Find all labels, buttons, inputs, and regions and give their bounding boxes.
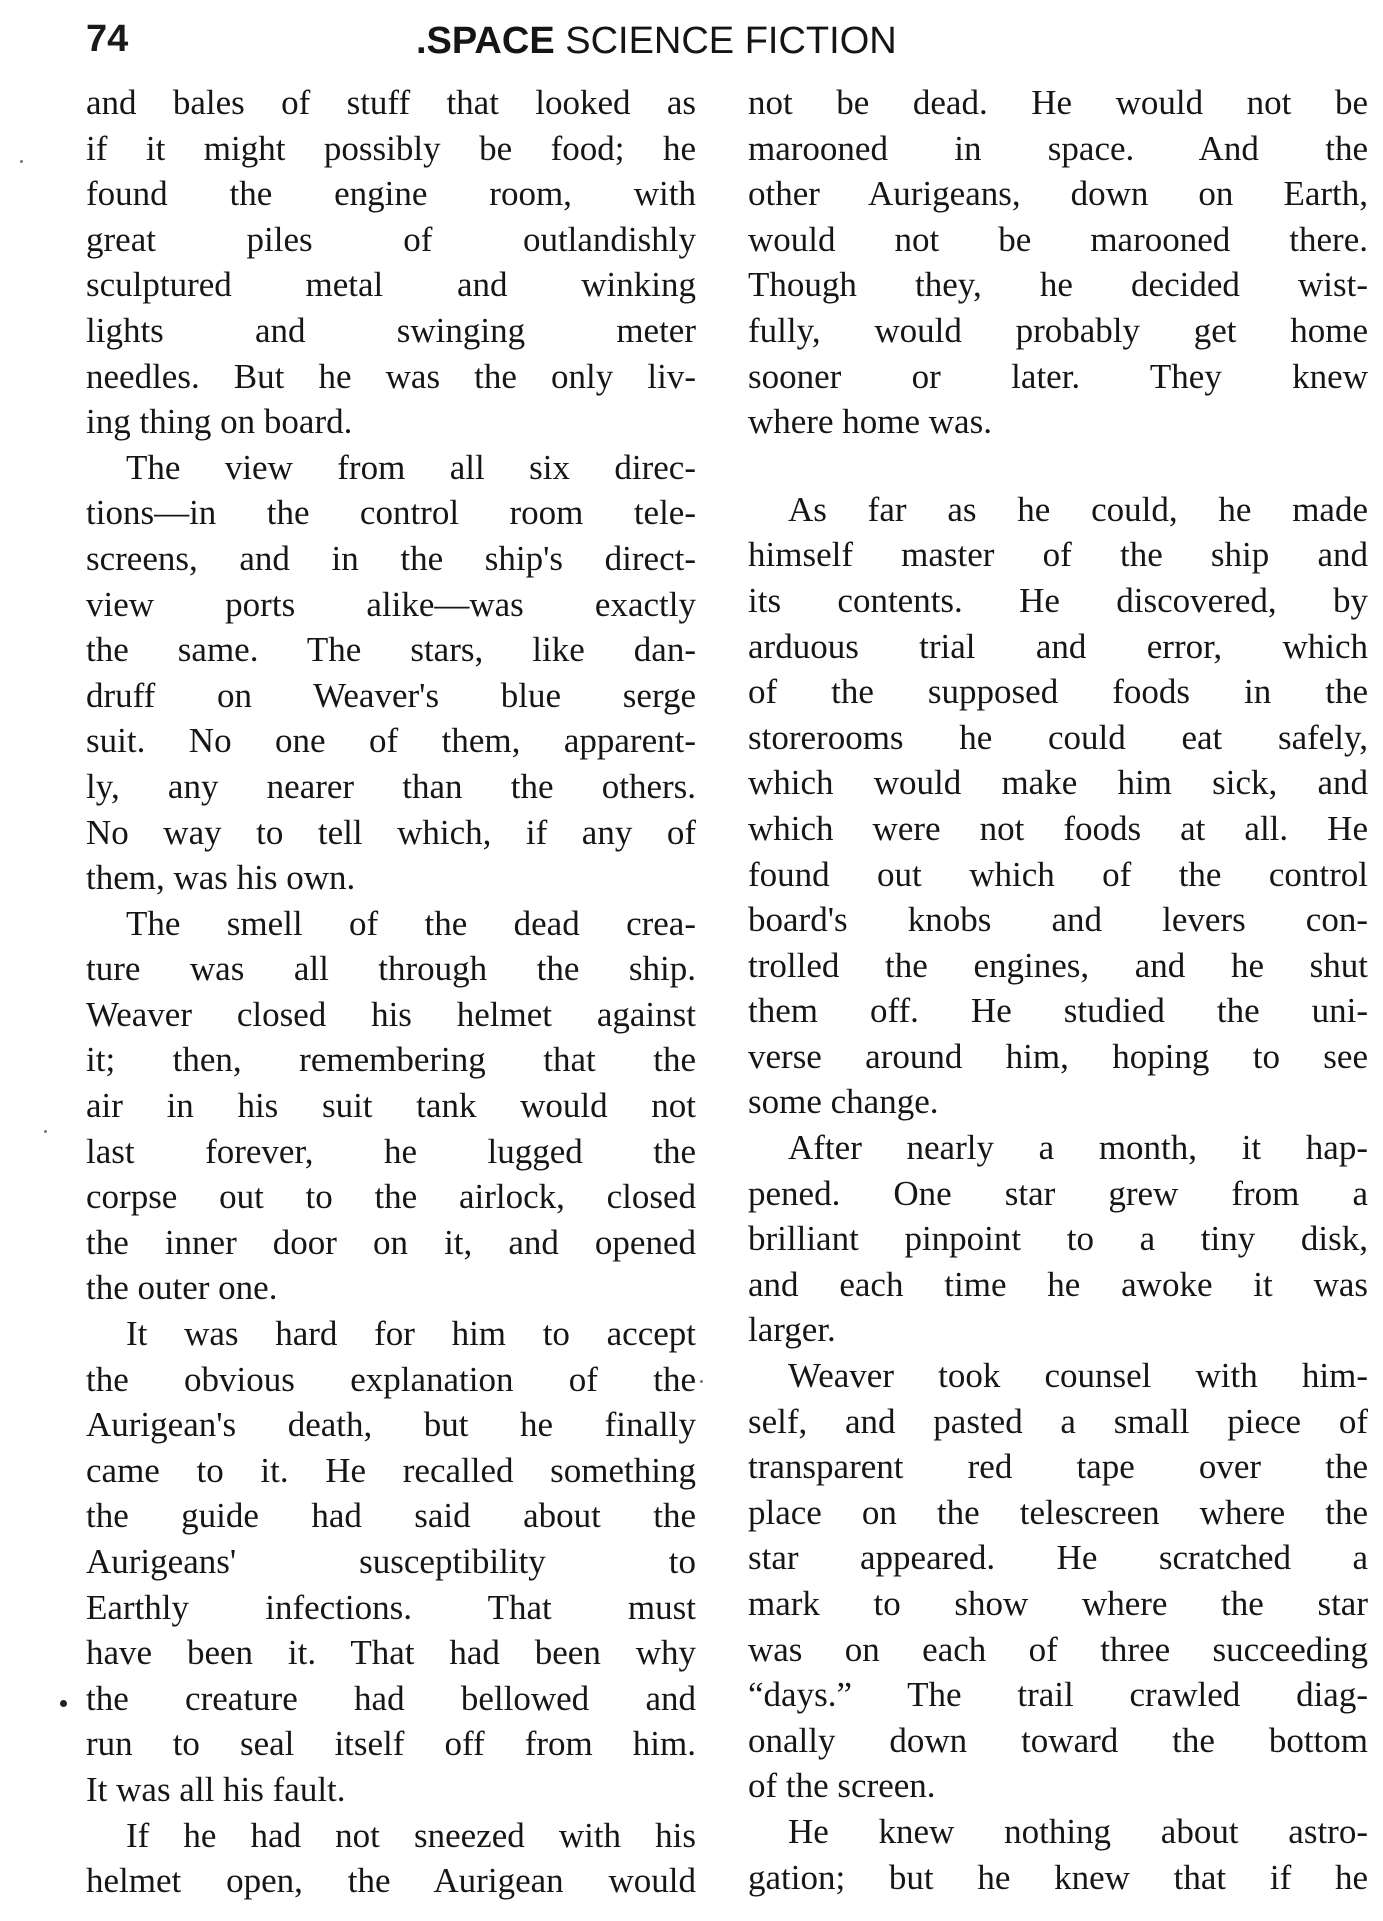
text-line: verse around him, hoping to see [748, 1036, 1368, 1076]
text-line: He knew nothing about astro- [788, 1811, 1368, 1851]
text-line: onally down toward the bottom [748, 1720, 1368, 1760]
text-line: trolled the engines, and he shut [748, 945, 1368, 985]
text-line: not be dead. He would not be [748, 83, 1368, 122]
text-line: found the engine room, with [86, 174, 696, 214]
page-number: 74 [86, 18, 129, 60]
text-line: fully, would probably get home [748, 310, 1368, 350]
running-title-rest: SCIENCE FICTION [565, 20, 897, 62]
text-line: great piles of outlandishly [86, 219, 696, 259]
text-line: brilliant pinpoint to a tiny disk, [748, 1219, 1368, 1259]
text-line: of the screen. [748, 1766, 936, 1806]
text-columns [86, 80, 1368, 1901]
text-line: sculptured metal and winking [86, 265, 696, 305]
right-column [748, 80, 1368, 1900]
text-line: himself master of the ship and [748, 535, 1368, 575]
text-line: It was all his fault. [86, 1769, 346, 1809]
text-line: Weaver took counsel with him- [788, 1356, 1368, 1396]
text-line: if it might possibly be food; he [86, 128, 696, 168]
text-line: mark to show where the star [748, 1584, 1368, 1623]
text-line: the creature had bellowed and [86, 1678, 696, 1718]
text-line: larger. [748, 1310, 836, 1350]
text-line: helmet open, the Aurigean would [86, 1861, 696, 1901]
text-line: tions—in the control room tele- [86, 493, 696, 533]
text-line: druff on Weaver's blue serge [86, 675, 696, 715]
text-line: the outer one. [86, 1268, 278, 1308]
text-line: storerooms he could eat safely, [748, 717, 1368, 757]
text-line: last forever, he lugged the [86, 1131, 696, 1171]
text-line: the same. The stars, like dan- [86, 630, 696, 670]
text-line: ly, any nearer than the others. [86, 766, 696, 806]
print-speck [700, 1380, 703, 1383]
text-line: and each time he awoke it was [748, 1264, 1368, 1304]
text-line: was on each of three succeeding [748, 1629, 1368, 1669]
text-line: needles. But he was the only liv- [86, 356, 696, 396]
text-line: As far as he could, he made [788, 489, 1368, 529]
text-line: the inner door on it, and opened [86, 1222, 696, 1262]
text-line: lights and swinging meter [86, 310, 696, 350]
text-line: If he had not sneezed with his [126, 1815, 696, 1855]
running-title-magazine: .SPACE [416, 20, 555, 62]
text-line: view ports alike—was exactly [86, 584, 696, 624]
text-line: which would make him sick, and [748, 763, 1368, 803]
text-line: gation; but he knew that if he [748, 1857, 1368, 1897]
text-line: the obvious explanation of the [86, 1359, 696, 1399]
text-line: found out which of the control [748, 854, 1368, 894]
text-line: marooned in space. And the [748, 128, 1368, 168]
text-line: Weaver closed his helmet against [86, 994, 696, 1034]
text-line: The smell of the dead crea- [126, 903, 696, 943]
text-line: its contents. He discovered, by [748, 580, 1368, 620]
text-line: board's knobs and levers con- [748, 900, 1368, 940]
text-line: No way to tell which, if any of [86, 812, 696, 852]
text-line: would not be marooned there. [748, 219, 1368, 259]
text-line: star appeared. He scratched a [748, 1538, 1368, 1578]
running-title [416, 20, 897, 63]
running-header [86, 14, 1323, 70]
print-speck [20, 160, 23, 163]
text-line: Earthly infections. That must [86, 1587, 696, 1627]
text-line: sooner or later. They knew [748, 356, 1368, 396]
text-line: transparent red tape over the [748, 1447, 1368, 1487]
text-line: came to it. He recalled something [86, 1450, 696, 1490]
text-line: the guide had said about the [86, 1496, 696, 1536]
text-line: After nearly a month, it hap- [788, 1128, 1368, 1168]
text-line: suit. No one of them, apparent- [86, 721, 696, 761]
text-line: which were not foods at all. He [748, 808, 1368, 848]
text-line: ture was all through the ship. [86, 949, 696, 989]
text-line: arduous trial and error, which [748, 626, 1368, 666]
text-line: pened. One star grew from a [748, 1173, 1368, 1213]
text-line: where home was. [748, 402, 992, 442]
paragraph-gap [748, 445, 1368, 487]
text-line: self, and pasted a small piece of [748, 1401, 1368, 1441]
text-line: It was hard for him to accept [126, 1314, 696, 1354]
text-line: it; then, remembering that the [86, 1040, 696, 1080]
text-line: ing thing on board. [86, 402, 353, 442]
print-speck [44, 1130, 47, 1133]
text-line: them off. He studied the uni- [748, 991, 1368, 1031]
text-line: air in his suit tank would not [86, 1086, 696, 1126]
text-line: and bales of stuff that looked as [86, 83, 696, 122]
text-line: some change. [748, 1082, 939, 1122]
text-line: other Aurigeans, down on Earth, [748, 174, 1368, 214]
text-line: Aurigeans' susceptibility to [86, 1542, 696, 1581]
text-line: have been it. That had been why [86, 1633, 696, 1673]
left-column [86, 80, 696, 1904]
text-line: screens, and in the ship's direct- [86, 538, 696, 578]
text-line: them, was his own. [86, 858, 356, 898]
print-speck [60, 1700, 67, 1707]
text-line: of the supposed foods in the [748, 672, 1368, 712]
text-line: Though they, he decided wist- [748, 265, 1368, 305]
text-line: Aurigean's death, but he finally [86, 1405, 696, 1445]
text-line: corpse out to the airlock, closed [86, 1177, 696, 1217]
text-line: place on the telescreen where the [748, 1492, 1368, 1532]
text-line: run to seal itself off from him. [86, 1724, 696, 1764]
text-line: The view from all six direc- [126, 447, 696, 487]
text-line: “days.” The trail crawled diag- [748, 1675, 1368, 1715]
